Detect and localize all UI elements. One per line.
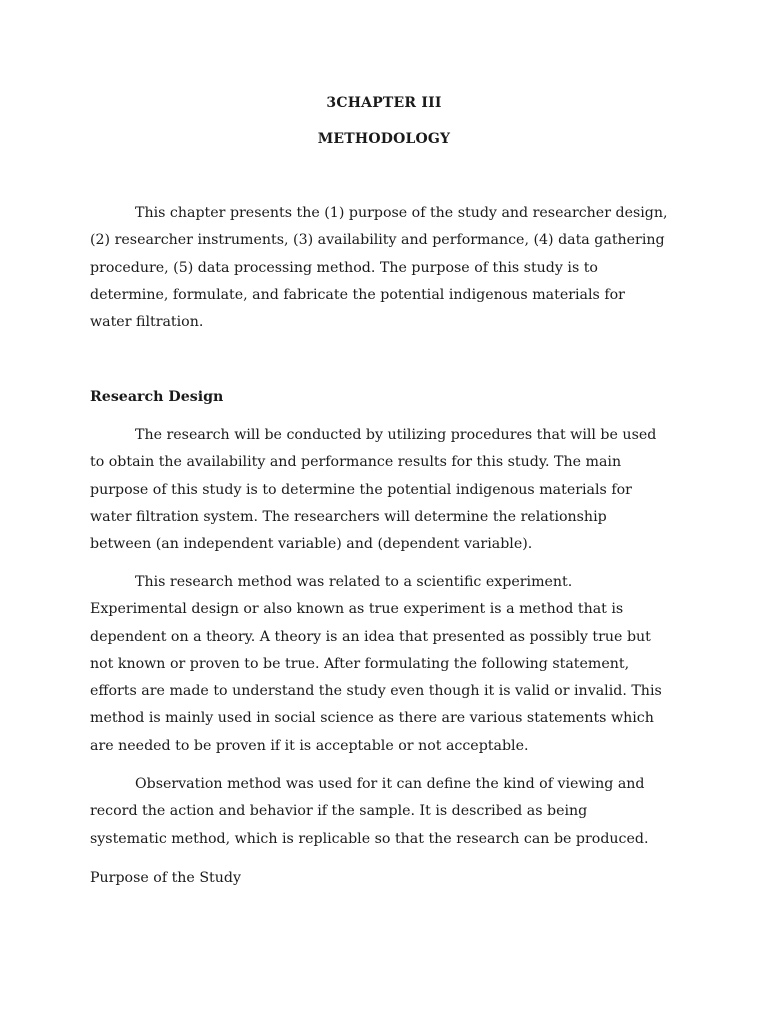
text-line: The research will be conducted by utilizing procedures that will be used [135, 427, 657, 443]
text-line: method is mainly used in social science as there are various statements which [90, 710, 654, 727]
text-line: (2) researcher instruments, (3) availability and performance, (4) data gathering [90, 232, 665, 249]
text-line: dependent on a theory. A theory is an idea that presented as possibly true but [90, 628, 651, 645]
text-line: Observation method was used for it can define the kind of viewing and [135, 776, 645, 792]
chapter-number: 3CHAPTER III [326, 95, 442, 111]
text-line: water filtration system. The researchers will determine the relationship [90, 508, 607, 525]
text-line: This research method was related to a scientific experiment. [135, 574, 573, 590]
section-heading-research-design: Research Design [90, 389, 224, 405]
section-heading-purpose-of-study: Purpose of the Study [90, 870, 241, 886]
text-line: to obtain the availability and performance results for this study. The main [90, 454, 622, 471]
text-line: Experimental design or also known as true experiment is a method that is [90, 601, 624, 618]
research-design-paragraph-3 [90, 771, 670, 853]
text-line: efforts are made to understand the study even though it is valid or invalid. This [90, 683, 662, 700]
text-line: purpose of this study is to determine the potential indigenous materials for [90, 481, 632, 498]
text-line: between (an independent variable) and (dependent variable). [90, 536, 533, 553]
text-line: systematic method, which is replicable so that the research can be produced. [90, 830, 649, 847]
intro-paragraph [90, 200, 670, 336]
research-design-paragraph-2 [90, 569, 670, 760]
text-line: procedure, (5) data processing method. The purpose of this study is to [90, 259, 598, 276]
text-line: water filtration. [90, 314, 204, 331]
text-line: not known or proven to be true. After formulating the following statement, [90, 655, 630, 672]
text-line: record the action and behavior if the sample. It is described as being [90, 803, 588, 820]
chapter-title: METHODOLOGY [317, 131, 451, 147]
text-line: determine, formulate, and fabricate the potential indigenous materials for [90, 286, 625, 303]
text-line: are needed to be proven if it is acceptable or not acceptable. [90, 737, 529, 754]
research-design-paragraph-1 [90, 422, 670, 558]
text-line: This chapter presents the (1) purpose of the study and researcher design, [135, 205, 668, 221]
